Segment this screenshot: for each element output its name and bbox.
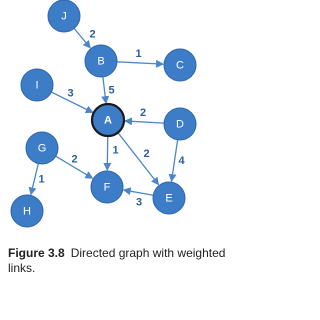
node-label-h: H: [23, 205, 31, 218]
node-label-c: C: [176, 59, 184, 72]
edge-weight-d-a: 2: [139, 107, 147, 119]
node-j: [48, 0, 80, 32]
node-i: [21, 69, 53, 101]
node-label-d: D: [176, 118, 184, 131]
node-f: [91, 171, 123, 203]
node-c: [164, 49, 196, 81]
node-label-j: J: [61, 10, 67, 23]
node-g: [26, 132, 58, 164]
node-e: [153, 182, 185, 214]
node-label-b: B: [97, 55, 105, 68]
edge-weight-j-b: 2: [89, 28, 96, 41]
node-label-i: I: [35, 79, 39, 92]
edge-d-a: [125, 121, 164, 123]
edge-b-c: [117, 62, 163, 64]
edge-e-f: [124, 190, 154, 195]
edge-d-e: [171, 140, 177, 181]
figure-caption-text: Directed graph with weighted links.: [8, 246, 226, 275]
edge-weight-g-f: 2: [71, 153, 78, 166]
edge-weight-d-e: 4: [178, 155, 185, 167]
figure-number: Figure 3.8: [8, 246, 65, 260]
edge-weight-e-f: 3: [135, 196, 143, 209]
edge-b-a: [103, 77, 106, 103]
edge-weight-b-c: 1: [135, 48, 142, 60]
node-h: [11, 195, 43, 227]
edge-weight-a-e: 2: [143, 148, 150, 160]
edge-weight-g-h: 1: [38, 173, 45, 186]
edge-weight-a-f: 1: [112, 144, 119, 157]
node-a: [92, 104, 124, 136]
edge-weight-b-a: 5: [108, 84, 115, 97]
edge-a-e: [118, 133, 159, 185]
edge-weight-i-a: 3: [67, 87, 74, 100]
node-label-a: A: [104, 114, 112, 127]
edge-g-h: [31, 164, 38, 195]
edge-j-b: [74, 28, 90, 48]
figure-caption: [8, 246, 226, 276]
node-b: [85, 45, 117, 77]
nodes: [11, 0, 196, 227]
node-label-f: F: [103, 181, 111, 194]
node-label-e: E: [165, 192, 173, 205]
node-d: [164, 108, 196, 140]
node-label-g: G: [37, 142, 47, 155]
edge-a-f: [107, 136, 108, 170]
